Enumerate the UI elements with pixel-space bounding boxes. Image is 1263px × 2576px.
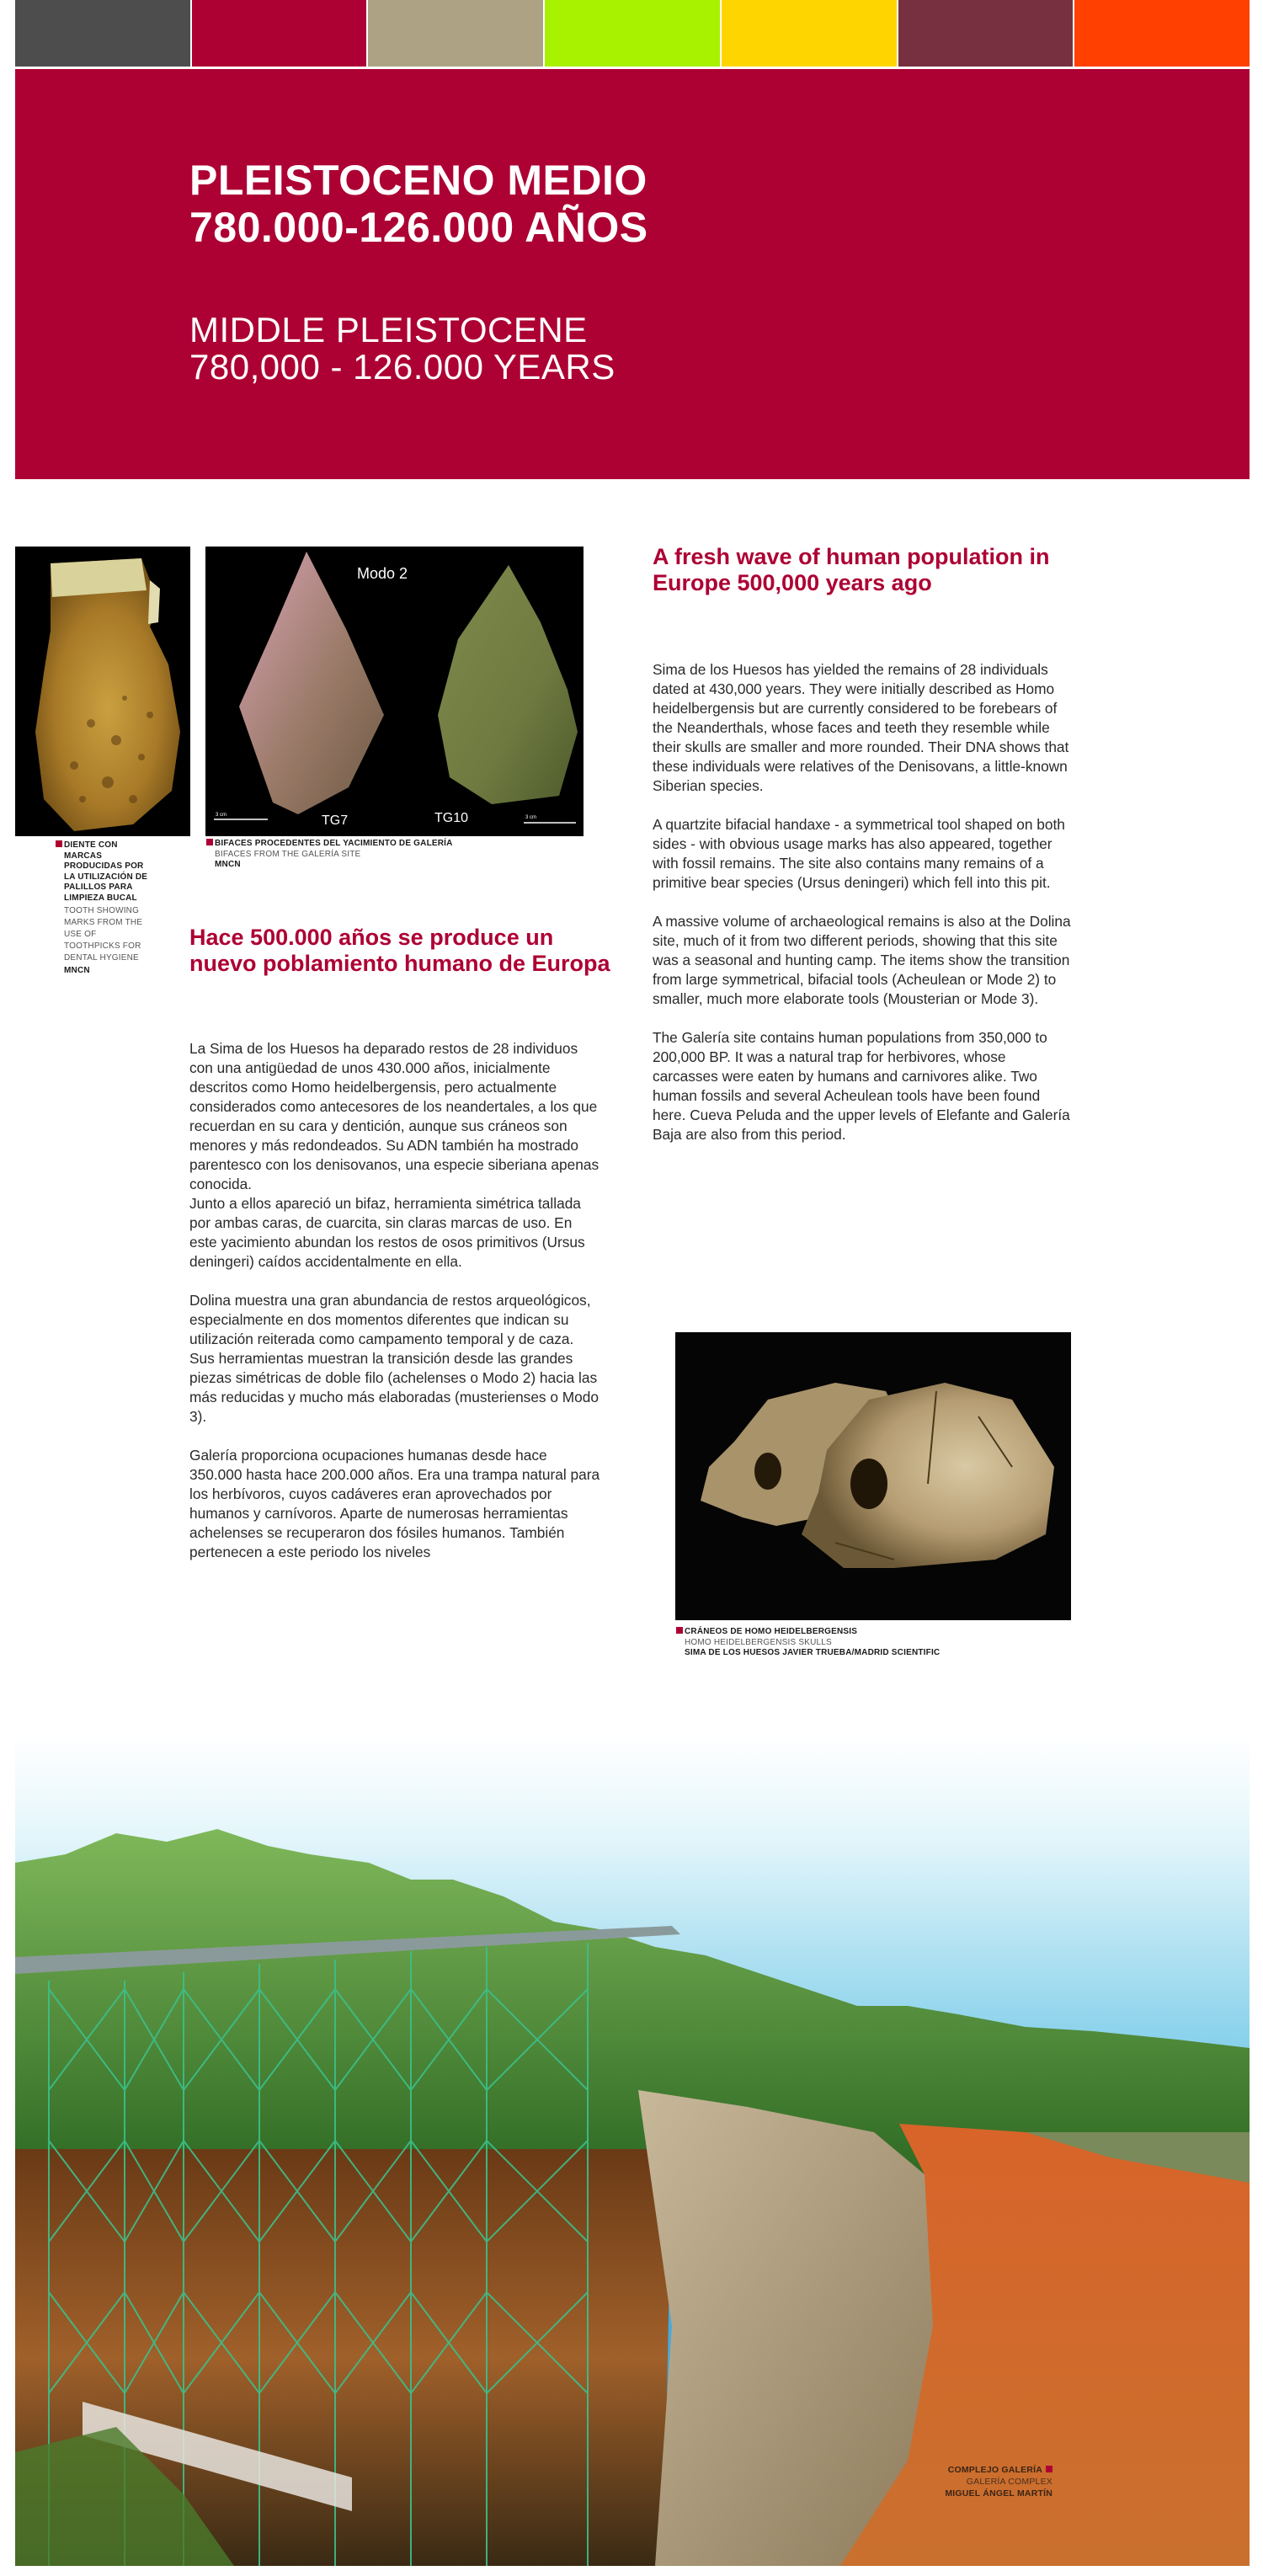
caption-spanish: COMPLEJO GALERÍA [947, 2465, 1042, 2475]
spanish-paragraph: Junto a ellos apareció un bifaz, herramienta simétrica tallada por ambas caras, de cuarcita, sin claras marcas de uso. En este yacimiento abundan los restos de osos primitivos (Ursus deningeri) caídos accidentalmente en ella. [189, 1195, 585, 1270]
tooth-caption [56, 840, 148, 977]
spanish-paragraph: Galería proporciona ocupaciones humanas desde hace 350.000 hasta hace 200.000 años. Era una trampa natural para los herbívoros, cuyos cadáveres eran aprovechados por humanos y carnívoros. Aparte de numerosas herramientas achelenses se recuperaron dos fósiles humanos. También pertenecen a este periodo los niveles [189, 1447, 600, 1560]
color-strip [15, 0, 1250, 67]
page-title-english [189, 312, 616, 386]
spanish-heading: Hace 500.000 años se produce un nuevo poblamiento humano de Europa [189, 925, 610, 976]
title-banner [15, 69, 1250, 479]
caption-credit: MIGUEL ÁNGEL MARTÍN [945, 2488, 1052, 2499]
handaxe-icon [205, 547, 584, 836]
color-swatch [898, 0, 1074, 67]
bifaces-caption [206, 839, 594, 871]
page-title-spanish [189, 157, 648, 251]
caption-marker-icon [1046, 2466, 1052, 2472]
color-swatch [1074, 0, 1250, 67]
caption-english: BIFACES FROM THE GALERÍA SITE [215, 849, 361, 859]
title-es-line-1: PLEISTOCENO MEDIO [189, 157, 647, 204]
title-en-line-1: MIDDLE PLEISTOCENE [189, 310, 588, 349]
caption-marker-icon [206, 839, 213, 845]
mode-label: Modo 2 [357, 565, 408, 582]
caption-spanish: BIFACES PROCEDENTES DEL YACIMIENTO DE GALERÍA [215, 839, 453, 848]
title-en-line-2: 780,000 - 126.000 YEARS [189, 347, 616, 387]
caption-marker-icon [56, 840, 62, 847]
title-es-line-2: 780.000-126.000 AÑOS [189, 204, 648, 251]
spanish-body [189, 1039, 602, 1664]
spanish-paragraph: La Sima de los Huesos ha deparado restos de 28 individuos con una antigüedad de unos 430.000 años, inicialmente descritos como Homo heidelbergensis, pero actualmente considerados como antecesores de los neandertales, a los que recuerdan en su cara y dentición, aunque sus cráneos son menores y más redondeados. Su ADN también ha mostrado parentesco con los denisovanos, una especie siberiana apenas conocida. [189, 1040, 600, 1192]
tool-label-tg10: TG10 [434, 811, 469, 825]
caption-english: HOMO HEIDELBERGENSIS SKULLS [685, 1637, 832, 1647]
landscape-caption [945, 2464, 1052, 2499]
color-swatch [545, 0, 720, 67]
caption-credit: MNCN [215, 860, 241, 869]
caption-spanish: CRÁNEOS DE HOMO HEIDELBERGENSIS [685, 1627, 858, 1636]
english-paragraph: The Galería site contains human populations from 350,000 to 200,000 BP. It was a natural trap for herbivores, whose carcasses were eaten by humans and carnivores alike. Two human fossils and several Acheulean tools have been found here. Cueva Peluda and the upper levels of Elefante and Galería Baja are also from this period. [653, 1029, 1070, 1143]
scale-label-right: 3 cm [525, 815, 537, 820]
caption-credit: MNCN [64, 966, 90, 975]
caption-marker-icon [676, 1627, 683, 1634]
skull-icon [675, 1332, 1071, 1620]
color-swatch [192, 0, 367, 67]
tooth-photo [15, 547, 190, 836]
english-paragraph: A massive volume of archaeological remains is also at the Dolina site, much of it from two different periods, showing that this site was a seasonal and hunting camp. The items show the transition from large symmetrical, bifacial tools (Acheulean or Mode 2) to smaller, much more elaborate tools (Mousterian or Mode 3). [653, 913, 1071, 1007]
caption-spanish: DIENTE CON MARCAS PRODUCIDAS POR LA UTILIZACIÓN DE PALILLOS PARA LIMPIEZA BUCAL [64, 840, 148, 903]
english-paragraph: Sima de los Huesos has yielded the remains of 28 individuals dated at 430,000 years. They were initially described as Homo heidelbergensis but are currently considered to be forebears of the Neanderthals, whose faces and teeth they resemble while their skulls are smaller and more rounded. Their DNA shows that these individuals were relatives of the Denisovans, a little-known Siberian species. [653, 661, 1069, 794]
color-swatch [15, 0, 190, 67]
color-swatch [368, 0, 543, 67]
skulls-caption [676, 1627, 1072, 1659]
english-body [653, 660, 1074, 1164]
bifaces-photo [205, 547, 584, 836]
tooth-icon [15, 547, 190, 836]
english-paragraph: A quartzite bifacial handaxe - a symmetrical tool shaped on both sides - with obvious usage marks has also appeared, together with fossil remains. The site also contains many remains of a primitive bear species (Ursus deningeri) which fell into this pit. [653, 816, 1065, 891]
english-heading: A fresh wave of human population in Europe 500,000 years ago [653, 544, 1050, 595]
caption-english: TOOTH SHOWING MARKS FROM THE USE OF TOOTHPICKS FOR DENTAL HYGIENE [64, 906, 143, 963]
scale-label-left: 3 cm [216, 813, 227, 818]
excavation-site-icon [15, 1736, 1250, 2566]
tool-label-tg7: TG7 [322, 813, 349, 828]
caption-english: GALERÍA COMPLEX [966, 2477, 1052, 2487]
spanish-paragraph: Dolina muestra una gran abundancia de restos arqueológicos, especialmente en dos momentos diferentes que indican su utilización reiterada como campamento temporal y de caza. Sus herramientas muestran la transición desde las grandes piezas simétricas de doble filo (achelenses o Modo 2) hacia las más reducidas y mucho más elaboradas (musterienses o Modo 3). [189, 1292, 600, 1425]
caption-credit: SIMA DE LOS HUESOS JAVIER TRUEBA/MADRID SCIENTIFIC [685, 1648, 941, 1657]
skulls-photo [675, 1332, 1071, 1620]
excavation-site-photo [15, 1736, 1250, 2566]
color-swatch [722, 0, 897, 67]
